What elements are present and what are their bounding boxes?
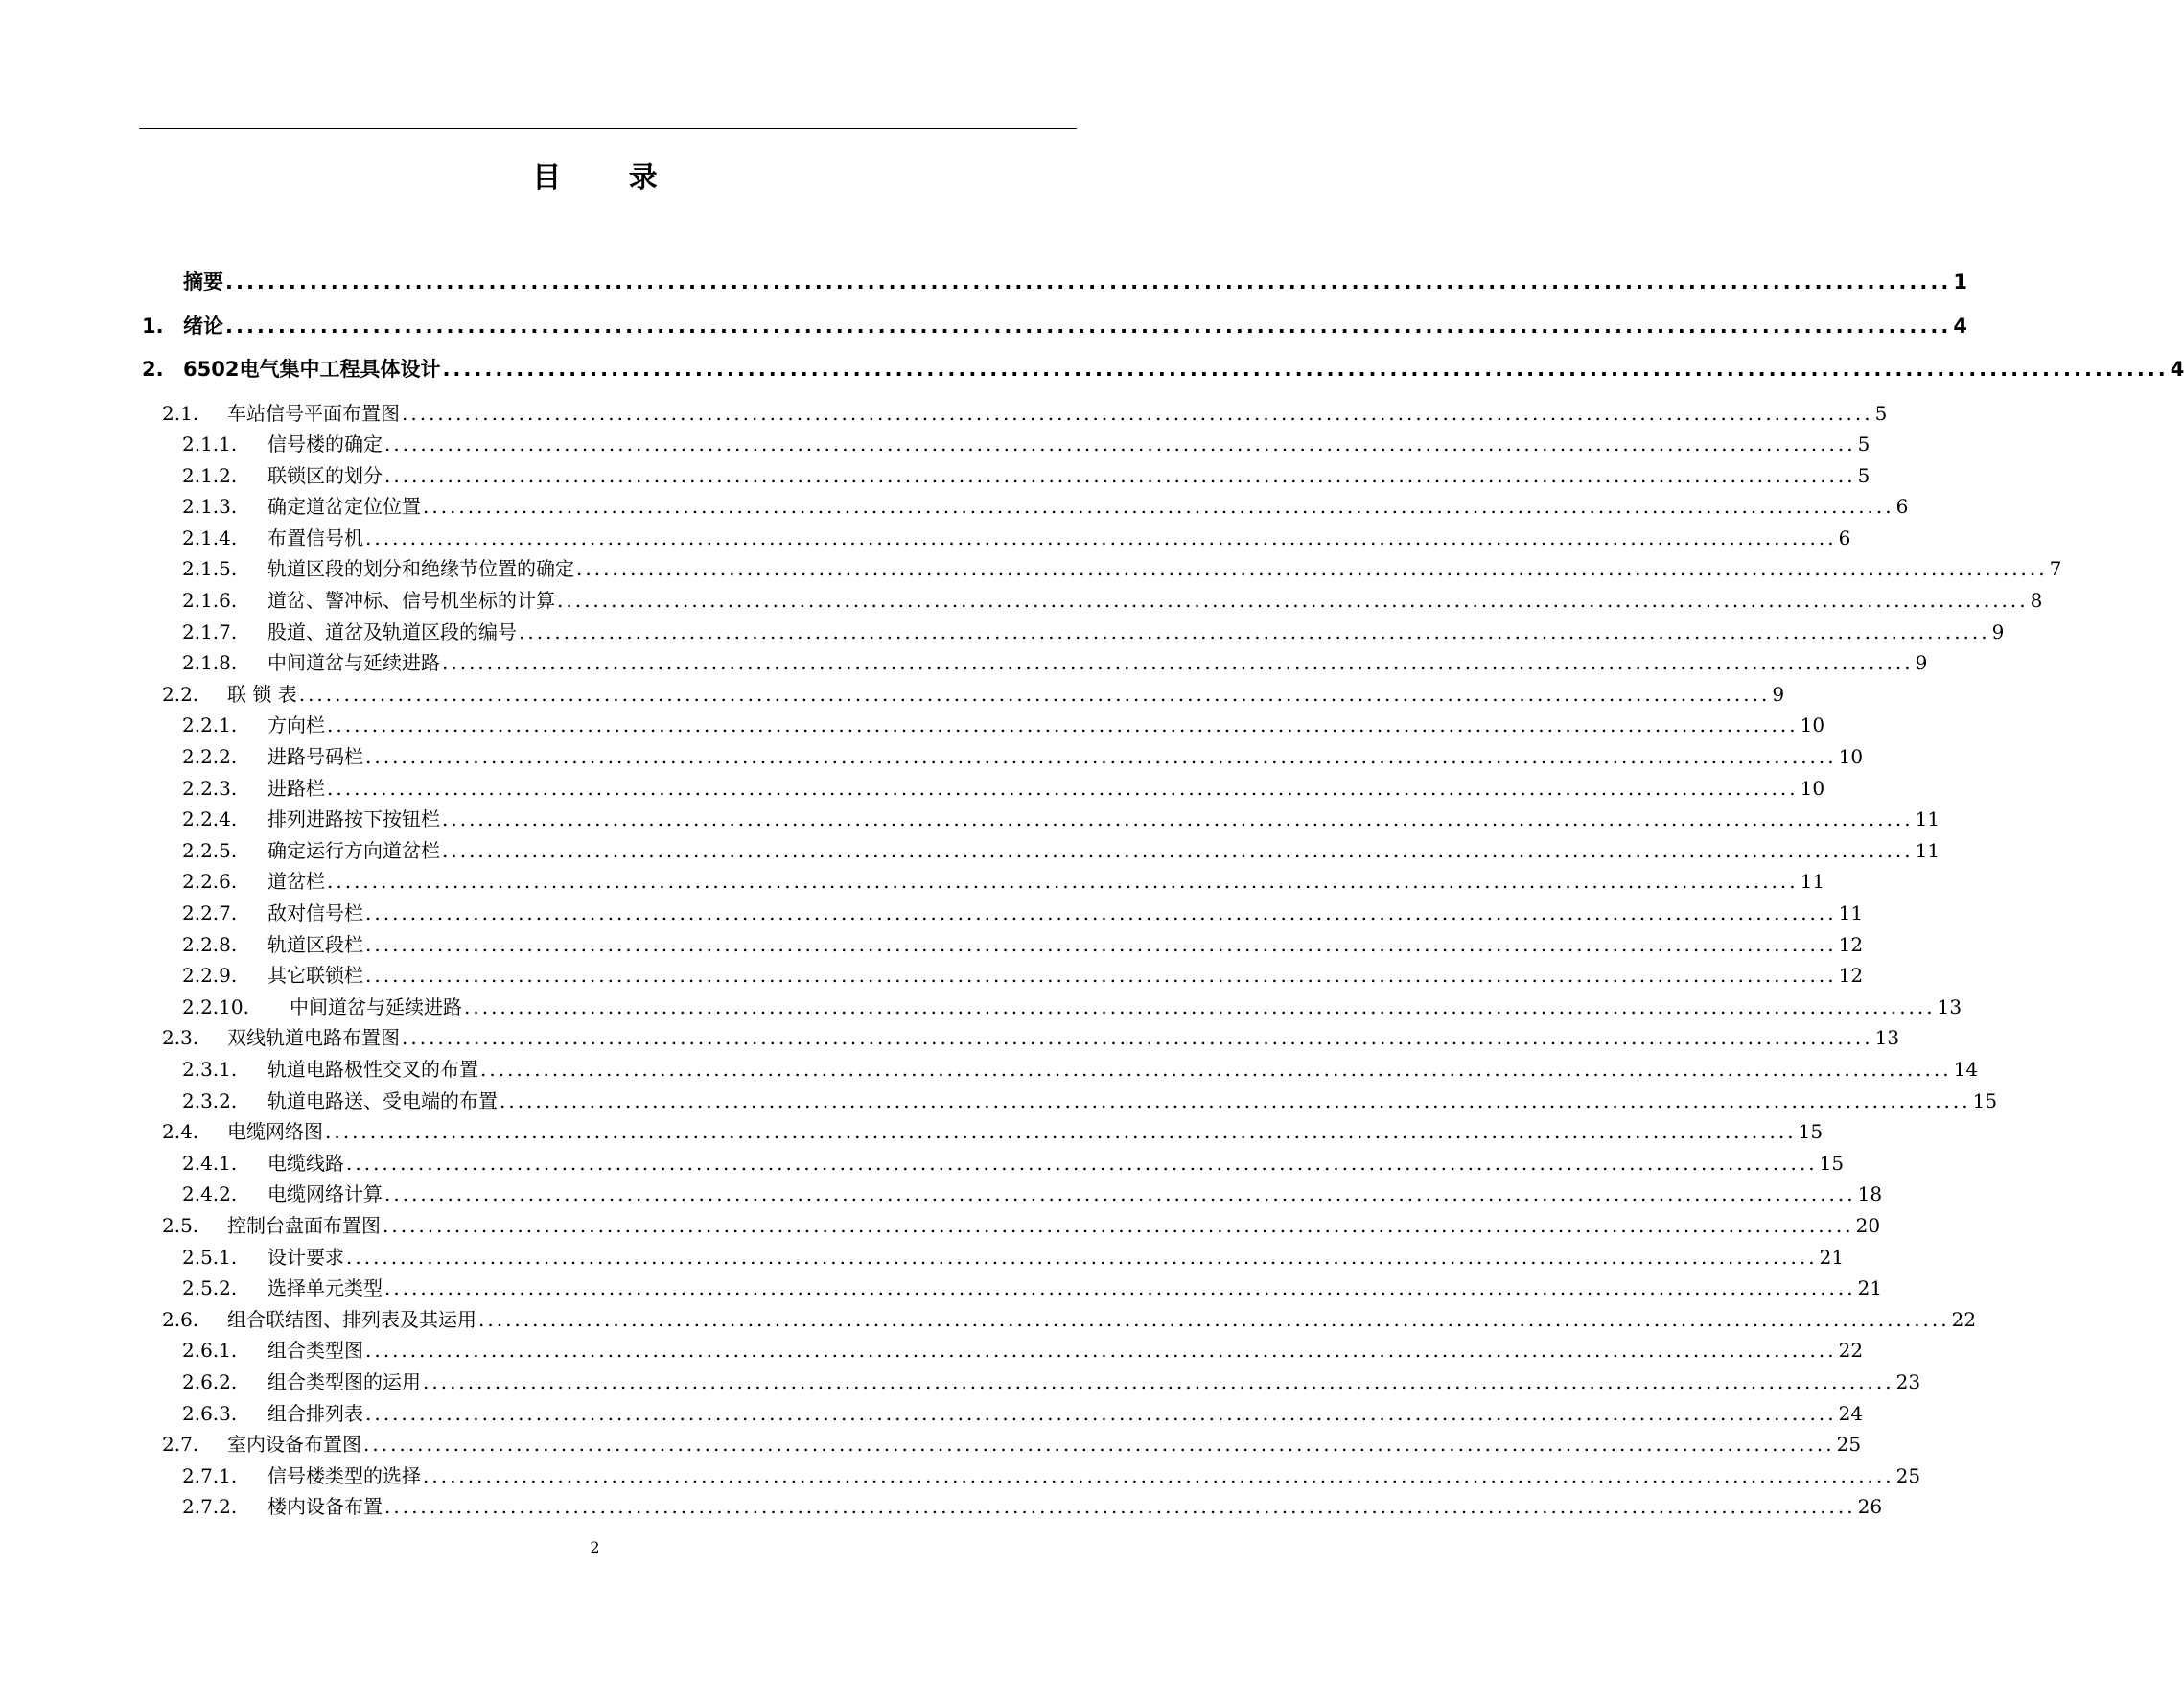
toc-entry-title: 楼内设备布置	[267, 1495, 383, 1519]
toc-entry-page: 18	[1857, 1182, 1883, 1206]
toc-entry-title: 摘要	[183, 270, 223, 293]
toc-entry-page: 6	[1838, 526, 1851, 549]
toc-entry-title: 轨道电路极性交叉的布置	[267, 1057, 478, 1081]
toc-entry-number: 2.5.2.	[182, 1276, 238, 1300]
toc-entry[interactable]	[142, 1304, 1977, 1336]
toc-entry-number: 2.2.9.	[182, 964, 238, 988]
toc-entry[interactable]	[142, 710, 1825, 741]
toc-entry[interactable]	[142, 1491, 1883, 1523]
dot-leader: ....................................................................................................................................................................	[365, 526, 1837, 549]
toc-entry-number: 2.2.4.	[182, 807, 238, 831]
toc-entry-page: 20	[1855, 1213, 1881, 1237]
toc-entry-title: 其它联锁栏	[267, 964, 363, 988]
toc-entry-title: 组合联结图、排列表及其运用	[227, 1307, 476, 1331]
toc-entry[interactable]	[142, 866, 1825, 898]
toc-entry-number: 2.6.1.	[182, 1339, 238, 1363]
header-rule	[139, 128, 1077, 129]
toc-entry-page: 14	[1953, 1057, 1979, 1081]
toc-entry[interactable]	[142, 1116, 1824, 1148]
toc-entry-number: 2.4.	[162, 1120, 199, 1144]
toc-entry-page: 11	[1800, 870, 1825, 894]
toc-entry[interactable]	[142, 1242, 1845, 1273]
toc-entry-title: 控制台盘面布置图	[227, 1213, 381, 1237]
toc-entry-number: 2.6.2.	[182, 1369, 238, 1393]
toc-entry[interactable]	[142, 679, 1785, 711]
toc-entry-title: 轨道区段的划分和绝缘节位置的确定	[267, 557, 574, 581]
toc-entry-number: 2.5.1.	[182, 1245, 238, 1269]
toc-entry-title: 车站信号平面布置图	[227, 401, 400, 425]
dot-leader: ....................................................................................................................................................................	[402, 401, 1873, 425]
dot-leader: ....................................................................................................................................................................	[442, 358, 2169, 381]
toc-entry-title: 确定运行方向道岔栏	[267, 838, 440, 862]
table-of-contents	[142, 267, 2184, 1523]
toc-entry-number: 2.1.	[162, 401, 199, 425]
toc-entry-page: 11	[1915, 807, 1940, 831]
toc-entry-number: 2.2.	[162, 682, 199, 706]
dot-leader: ....................................................................................................................................................................	[402, 1026, 1873, 1050]
toc-entry-number: 2.3.2.	[182, 1088, 238, 1112]
dot-leader: ....................................................................................................................................................................	[225, 270, 1952, 293]
dot-leader: ....................................................................................................................................................................	[442, 807, 1914, 831]
toc-entry-title: 股道、道岔及轨道区段的编号	[267, 619, 517, 643]
toc-entry[interactable]	[142, 1054, 1979, 1086]
toc-entry-title: 室内设备布置图	[227, 1433, 361, 1457]
toc-entry-title: 选择单元类型	[267, 1276, 383, 1300]
dot-leader: ....................................................................................................................................................................	[225, 314, 1952, 338]
toc-entry[interactable]	[142, 1273, 1883, 1304]
toc-entry-number: 2.1.1.	[182, 432, 238, 456]
dot-leader: ....................................................................................................................................................................	[365, 1401, 1837, 1425]
toc-entry[interactable]	[142, 647, 1928, 679]
toc-entry[interactable]	[142, 1179, 1883, 1210]
toc-entry[interactable]	[142, 1022, 1900, 1054]
toc-entry-page: 22	[1838, 1339, 1864, 1363]
dot-leader: ....................................................................................................................................................................	[423, 1369, 1894, 1393]
dot-leader: ....................................................................................................................................................................	[557, 589, 2029, 613]
page-number: 2	[590, 1538, 600, 1556]
toc-entry[interactable]	[142, 1335, 1864, 1367]
toc-entry-number: 1.	[142, 314, 164, 338]
toc-entry-title: 电缆线路	[267, 1151, 344, 1175]
toc-entry-title: 信号楼的确定	[267, 432, 383, 456]
toc-entry[interactable]	[142, 491, 1909, 523]
toc-entry[interactable]	[142, 992, 1963, 1023]
toc-entry-title: 设计要求	[267, 1245, 344, 1269]
toc-entry-title: 确定道岔定位位置	[267, 495, 421, 519]
dot-leader: ....................................................................................................................................................................	[500, 1088, 1971, 1112]
toc-entry-page: 13	[1874, 1026, 1900, 1050]
toc-entry[interactable]	[142, 1429, 1862, 1460]
toc-entry-title: 组合类型图	[267, 1339, 363, 1363]
toc-entry-title: 方向栏	[267, 713, 325, 737]
toc-entry-page: 4	[2170, 358, 2184, 381]
dot-leader: ....................................................................................................................................................................	[383, 1213, 1854, 1237]
toc-entry-title: 进路号码栏	[267, 745, 363, 769]
toc-entry-title: 6502电气集中工程具体设计	[183, 358, 441, 381]
toc-entry-page: 21	[1857, 1276, 1883, 1300]
toc-entry[interactable]	[142, 773, 1825, 805]
toc-entry-page: 12	[1838, 932, 1864, 956]
toc-entry-title: 布置信号机	[267, 526, 363, 549]
dot-leader: ....................................................................................................................................................................	[298, 682, 1771, 706]
dot-leader: ....................................................................................................................................................................	[384, 1495, 1856, 1519]
toc-entry[interactable]	[142, 429, 1870, 460]
toc-entry-page: 9	[1915, 651, 1928, 675]
dot-leader: ....................................................................................................................................................................	[464, 994, 1936, 1018]
toc-entry-title: 联锁区的划分	[267, 463, 383, 487]
toc-entry-page: 6	[1895, 495, 1909, 519]
toc-entry-page: 15	[1819, 1151, 1845, 1175]
toc-entry-number: 2.7.2.	[182, 1495, 238, 1519]
toc-entry-title: 电缆网络计算	[267, 1182, 383, 1206]
dot-leader: ....................................................................................................................................................................	[346, 1151, 1818, 1175]
dot-leader: ....................................................................................................................................................................	[327, 776, 1799, 800]
toc-entry[interactable]	[142, 617, 2005, 648]
toc-entry-page: 22	[1951, 1307, 1977, 1331]
dot-leader: ....................................................................................................................................................................	[384, 432, 1856, 456]
toc-entry[interactable]	[142, 311, 1967, 355]
toc-entry-page: 10	[1800, 713, 1825, 737]
toc-entry-title: 组合排列表	[267, 1401, 363, 1425]
toc-entry-page: 12	[1838, 964, 1864, 988]
toc-entry[interactable]	[142, 898, 1864, 929]
toc-entry-page: 5	[1874, 401, 1888, 425]
toc-entry-title: 敌对信号栏	[267, 901, 363, 924]
dot-leader: ....................................................................................................................................................................	[442, 838, 1914, 862]
toc-entry-page: 23	[1895, 1369, 1921, 1393]
toc-entry[interactable]	[142, 267, 1967, 311]
toc-entry-page: 5	[1857, 432, 1870, 456]
toc-entry[interactable]	[142, 354, 2184, 398]
dot-leader: ....................................................................................................................................................................	[478, 1307, 1950, 1331]
toc-entry[interactable]	[142, 960, 1864, 992]
toc-entry-title: 轨道区段栏	[267, 932, 363, 956]
dot-leader: ....................................................................................................................................................................	[363, 1433, 1835, 1457]
toc-entry-title: 进路栏	[267, 776, 325, 800]
toc-entry[interactable]	[142, 398, 1888, 430]
toc-entry-title: 组合类型图的运用	[267, 1369, 421, 1393]
dot-leader: ....................................................................................................................................................................	[576, 557, 2048, 581]
toc-entry-page: 9	[1991, 619, 2005, 643]
dot-leader: ....................................................................................................................................................................	[442, 651, 1914, 675]
toc-entry-page: 1	[1953, 270, 1967, 293]
toc-entry[interactable]	[142, 1460, 1921, 1492]
toc-entry-page: 15	[1972, 1088, 1998, 1112]
toc-entry-number: 2.1.6.	[182, 589, 238, 613]
toc-entry-number: 2.2.10.	[182, 994, 249, 1018]
dot-leader: ....................................................................................................................................................................	[384, 463, 1856, 487]
toc-entry-title: 轨道电路送、受电端的布置	[267, 1088, 498, 1112]
toc-entry-page: 10	[1800, 776, 1825, 800]
toc-entry-page: 25	[1836, 1433, 1862, 1457]
toc-entry-number: 2.6.	[162, 1307, 199, 1331]
toc-entry-number: 2.2.5.	[182, 838, 238, 862]
dot-leader: ....................................................................................................................................................................	[384, 1182, 1856, 1206]
toc-entry-number: 2.4.2.	[182, 1182, 238, 1206]
toc-entry-page: 11	[1915, 838, 1940, 862]
toc-entry-page: 25	[1895, 1463, 1921, 1487]
toc-entry-title: 信号楼类型的选择	[267, 1463, 421, 1487]
toc-entry-number: 2.2.3.	[182, 776, 238, 800]
dot-leader: ....................................................................................................................................................................	[365, 964, 1837, 988]
toc-entry-number: 2.	[142, 358, 164, 381]
dot-leader: ....................................................................................................................................................................	[519, 619, 1990, 643]
dot-leader: ....................................................................................................................................................................	[365, 1339, 1837, 1363]
toc-entry-number: 2.3.1.	[182, 1057, 238, 1081]
toc-entry-page: 24	[1838, 1401, 1864, 1425]
toc-entry-number: 2.2.2.	[182, 745, 238, 769]
toc-entry-number: 2.1.8.	[182, 651, 238, 675]
dot-leader: ....................................................................................................................................................................	[365, 901, 1837, 924]
page-title: 目 录	[532, 161, 686, 195]
toc-entry-title: 中间道岔与延续进路	[267, 651, 440, 675]
toc-entry-number: 2.1.2.	[182, 463, 238, 487]
toc-entry-number: 2.1.3.	[182, 495, 238, 519]
dot-leader: ....................................................................................................................................................................	[423, 1463, 1894, 1487]
toc-entry-page: 13	[1937, 994, 1963, 1018]
toc-entry-page: 5	[1857, 463, 1870, 487]
toc-entry-number: 2.3.	[162, 1026, 199, 1050]
toc-entry-page: 26	[1857, 1495, 1883, 1519]
toc-entry[interactable]	[142, 1086, 1998, 1117]
toc-entry-title: 中间道岔与延续进路	[290, 994, 462, 1018]
toc-entry[interactable]	[142, 1367, 1921, 1398]
toc-entry-title: 双线轨道电路布置图	[227, 1026, 400, 1050]
toc-entry[interactable]	[142, 553, 2062, 585]
toc-entry[interactable]	[142, 835, 1940, 867]
toc-entry-number: 2.2.1.	[182, 713, 238, 737]
toc-entry-page: 15	[1798, 1120, 1824, 1144]
dot-leader: ....................................................................................................................................................................	[480, 1057, 1952, 1081]
dot-leader: ....................................................................................................................................................................	[365, 745, 1837, 769]
toc-entry-number: 2.4.1.	[182, 1151, 238, 1175]
toc-entry-title: 电缆网络图	[227, 1120, 323, 1144]
toc-entry-number: 2.2.7.	[182, 901, 238, 924]
toc-entry[interactable]	[142, 523, 1851, 554]
toc-entry-number: 2.2.8.	[182, 932, 238, 956]
toc-entry-number: 2.7.	[162, 1433, 199, 1457]
toc-entry-page: 9	[1772, 682, 1785, 706]
toc-entry-number: 2.1.5.	[182, 557, 238, 581]
toc-entry-title: 道岔、警冲标、信号机坐标的计算	[267, 589, 555, 613]
toc-entry[interactable]	[142, 1210, 1881, 1242]
toc-entry-page: 11	[1838, 901, 1864, 924]
toc-entry[interactable]	[142, 804, 1940, 835]
dot-leader: ....................................................................................................................................................................	[423, 495, 1894, 519]
toc-entry-page: 7	[2049, 557, 2062, 581]
toc-entry-number: 2.6.3.	[182, 1401, 238, 1425]
dot-leader: ....................................................................................................................................................................	[384, 1276, 1856, 1300]
toc-entry-number: 2.1.4.	[182, 526, 238, 549]
toc-entry-title: 排列进路按下按钮栏	[267, 807, 440, 831]
toc-entry-title: 绪论	[183, 314, 223, 338]
toc-entry[interactable]	[142, 929, 1864, 961]
toc-entry-page: 21	[1819, 1245, 1845, 1269]
toc-entry-number: 2.1.7.	[182, 619, 238, 643]
toc-entry[interactable]	[142, 460, 1870, 492]
toc-entry[interactable]	[142, 585, 2043, 617]
toc-entry-number: 2.7.1.	[182, 1463, 238, 1487]
dot-leader: ....................................................................................................................................................................	[327, 870, 1799, 894]
toc-entry[interactable]	[142, 1398, 1864, 1430]
toc-entry-page: 8	[2030, 589, 2043, 613]
toc-entry-number: 2.5.	[162, 1213, 199, 1237]
toc-entry[interactable]	[142, 1148, 1845, 1180]
toc-entry-page: 10	[1838, 745, 1864, 769]
toc-entry-page: 4	[1953, 314, 1967, 338]
toc-entry-number: 2.2.6.	[182, 870, 238, 894]
dot-leader: ....................................................................................................................................................................	[325, 1120, 1797, 1144]
toc-entry-title: 道岔栏	[267, 870, 325, 894]
dot-leader: ....................................................................................................................................................................	[327, 713, 1799, 737]
dot-leader: ....................................................................................................................................................................	[365, 932, 1837, 956]
toc-entry[interactable]	[142, 741, 1864, 773]
dot-leader: ....................................................................................................................................................................	[346, 1245, 1818, 1269]
toc-entry-title: 联 锁 表	[227, 682, 297, 706]
